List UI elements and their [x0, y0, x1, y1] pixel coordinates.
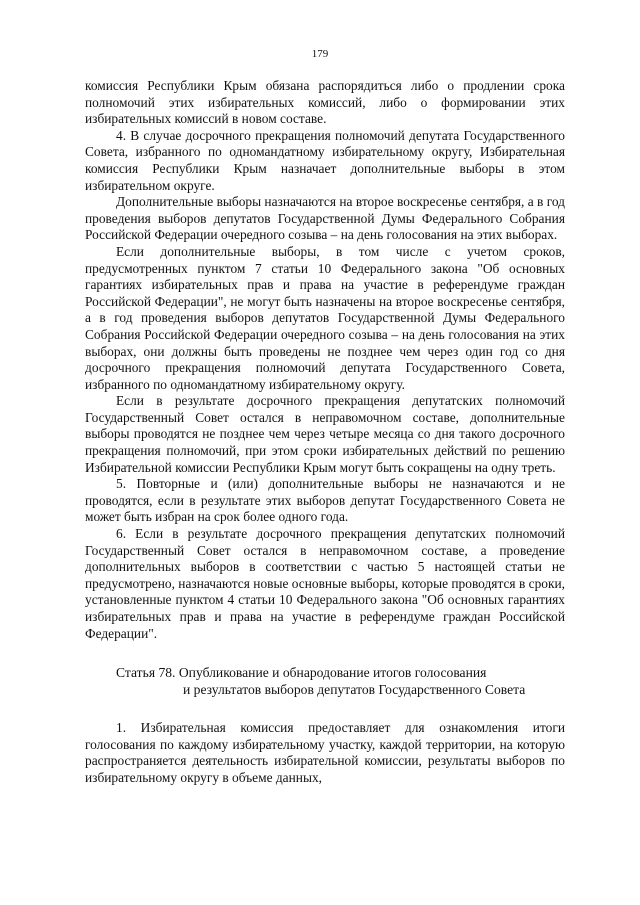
paragraph: 5. Повторные и (или) дополнительные выборы не назначаются и не проводятся, если в результате этих выборов депутат Государственного Совета не может быть избран на срок более одного года.: [85, 476, 565, 525]
article-heading-line: Статья 78. Опубликование и обнародование итогов голосования: [116, 665, 487, 681]
article-heading: [85, 664, 565, 698]
paragraph: 1. Избирательная комиссия предоставляет для ознакомления итоги голосования по каждому избирательному участку, каждой территории, на которую распространяется деятельность избирательной комиссии, результаты выборов по избирательному округу в объеме данных,: [85, 720, 565, 785]
page-number: 179: [311, 48, 329, 60]
paragraph: комиссия Республики Крым обязана распорядиться либо о продлении срока полномочий этих избирательных комиссий, либо о формировании этих избирательных комиссий в новом составе.: [85, 78, 565, 127]
paragraph: Если дополнительные выборы, в том числе с учетом сроков, предусмотренных пунктом 7 статьи 10 Федерального закона "Об основных гарантиях избирательных прав и права на участие в референдуме граждан Российской Федерации", не могут быть назначены на второе воскресенье сентября, а в год проведения выборов депутатов Государственной Думы Федерального Собрания Российской Федерации очередного созыва – на день голосования на этих выборах, они должны быть проведены не позднее чем через один год со дня досрочного прекращения полномочий депутата Государственного Совета, избранного по одномандатному избирательному округу.: [85, 243, 565, 392]
article-heading-line: и результатов выборов депутатов Государственного Совета: [183, 682, 526, 698]
document-body: [85, 78, 565, 787]
paragraph: 6. Если в результате досрочного прекращения депутатских полномочий Государственный Совет остался в неправомочном составе, а проведение дополнительных выборов в соответствии с частью 5 настоящей статьи не предусмотрено, назначаются новые основные выборы, которые проводятся в сроки, установленные пунктом 4 статьи 10 Федерального закона "Об основных гарантиях избирательных прав и права на участие в референдуме граждан Российской Федерации".: [85, 526, 565, 641]
paragraph: Если в результате досрочного прекращения депутатских полномочий Государственный Совет остался в неправомочном составе, дополнительные выборы проводятся не позднее чем через четыре месяца со дня такого досрочного прекращения полномочий, при этом сроки избирательных действий по решению Избирательной комиссии Республики Крым могут быть сокращены на одну треть.: [85, 393, 565, 475]
paragraph: Дополнительные выборы назначаются на второе воскресенье сентября, а в год проведения выборов депутатов Государственной Думы Федерального Собрания Российской Федерации очередного созыва – на день голосования на этих выборах.: [85, 194, 565, 243]
paragraph: 4. В случае досрочного прекращения полномочий депутата Государственного Совета, избранного по одномандатному избирательному округу, Избирательная комиссия Республики Крым назначает дополнительные выборы в этом избирательном округе.: [85, 127, 565, 193]
